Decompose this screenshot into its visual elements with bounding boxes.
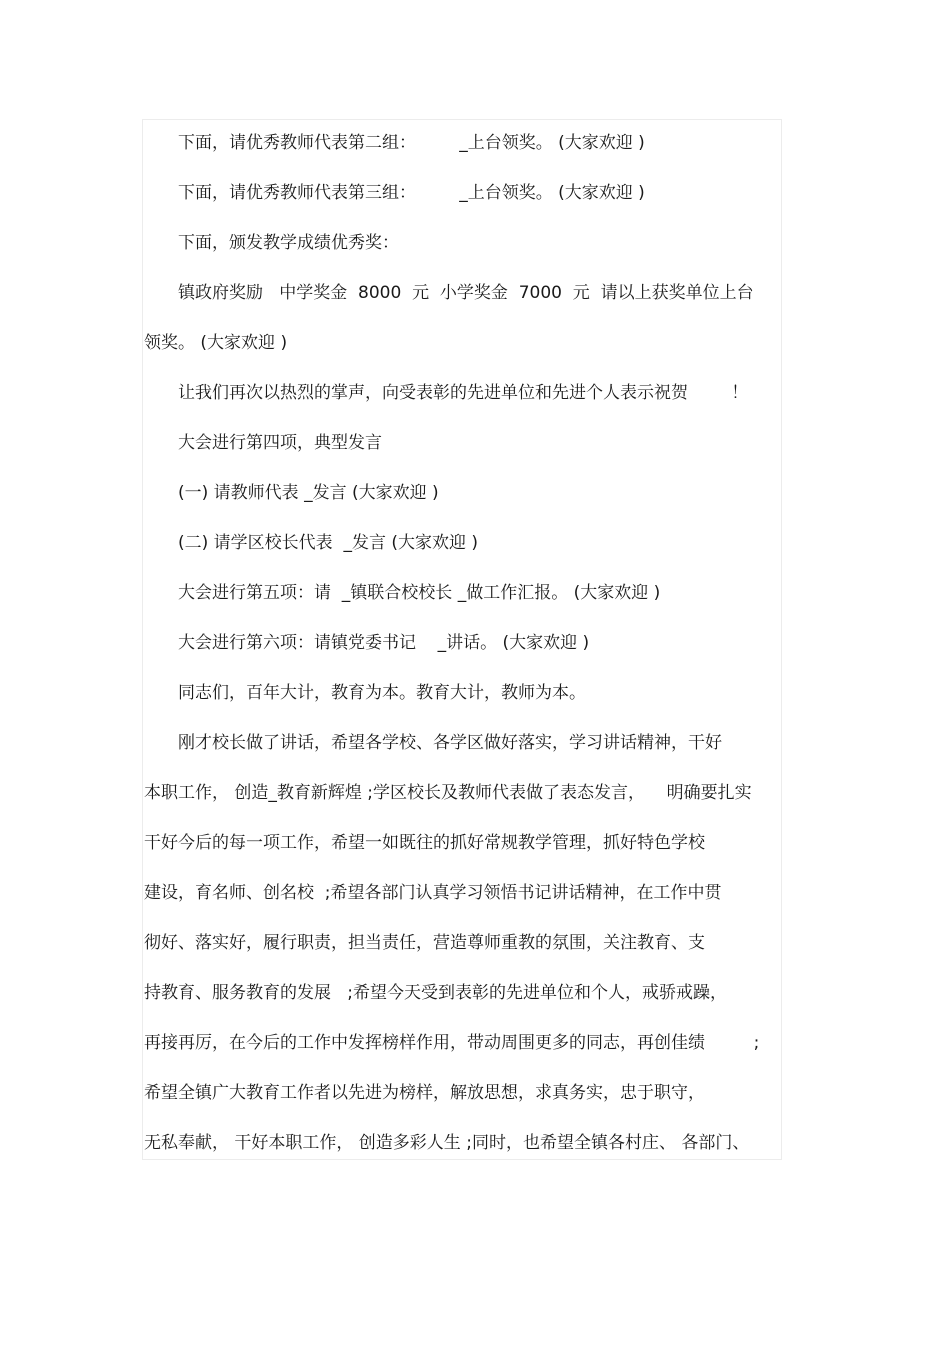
- paragraph-line: 再接再厉，在今后的工作中发挥榜样作用，带动周围更多的同志，再创佳绩 ;: [144, 1033, 760, 1053]
- paragraph-line: 干好今后的每一项工作，希望一如既往的抓好常规教学管理，抓好特色学校: [144, 833, 705, 853]
- section-heading: 大会进行第四项，典型发言: [178, 433, 382, 453]
- paragraph-line: 同志们，百年大计，教育为本。教育大计，教师为本。: [178, 683, 586, 703]
- paragraph-line: 持教育、服务教育的发展 ;希望今天受到表彰的先进单位和个人，戒骄戒躁，: [144, 983, 727, 1003]
- paragraph-line: 下面，颁发教学成绩优秀奖：: [178, 233, 399, 253]
- paragraph-line: 希望全镇广大教育工作者以先进为榜样，解放思想，求真务实，忠于职守，: [144, 1083, 705, 1103]
- paragraph-line: 领奖。 (大家欢迎 ): [144, 333, 288, 353]
- paragraph-line: (二) 请学区校长代表 _发言 (大家欢迎 ): [178, 533, 479, 553]
- paragraph-line: 下面，请优秀教师代表第三组： _上台领奖。 (大家欢迎 ): [178, 183, 645, 203]
- section-heading: 大会进行第五项：请 _镇联合校校长 _做工作汇报。 (大家欢迎 ): [178, 583, 661, 603]
- paragraph-line: 无私奉献， 干好本职工作， 创造多彩人生 ;同时，也希望全镇各村庄、 各部门、: [144, 1133, 750, 1153]
- section-heading: 大会进行第六项：请镇党委书记 _讲话。 (大家欢迎 ): [178, 633, 590, 653]
- paragraph-line: 彻好、落实好，履行职责，担当责任，营造尊师重教的氛围，关注教育、支: [144, 933, 705, 953]
- paragraph-line: 刚才校长做了讲话，希望各学校、各学区做好落实，学习讲话精神，干好: [178, 733, 722, 753]
- paragraph-line: (一) 请教师代表 _发言 (大家欢迎 ): [178, 483, 439, 503]
- paragraph-line: 本职工作， 创造_教育新辉煌 ;学区校长及教师代表做了表态发言， 明确要扎实: [144, 783, 752, 803]
- paragraph-line: 让我们再次以热烈的掌声，向受表彰的先进单位和先进个人表示祝贺 ！: [178, 383, 749, 403]
- paragraph-line: 下面，请优秀教师代表第二组： _上台领奖。 (大家欢迎 ): [178, 133, 645, 153]
- paragraph-line: 镇政府奖励 中学奖金 8000 元 小学奖金 7000 元 请以上获奖单位上台: [178, 283, 754, 303]
- paragraph-line: 建设，育名师、创名校 ;希望各部门认真学习领悟书记讲话精神，在工作中贯: [144, 883, 722, 903]
